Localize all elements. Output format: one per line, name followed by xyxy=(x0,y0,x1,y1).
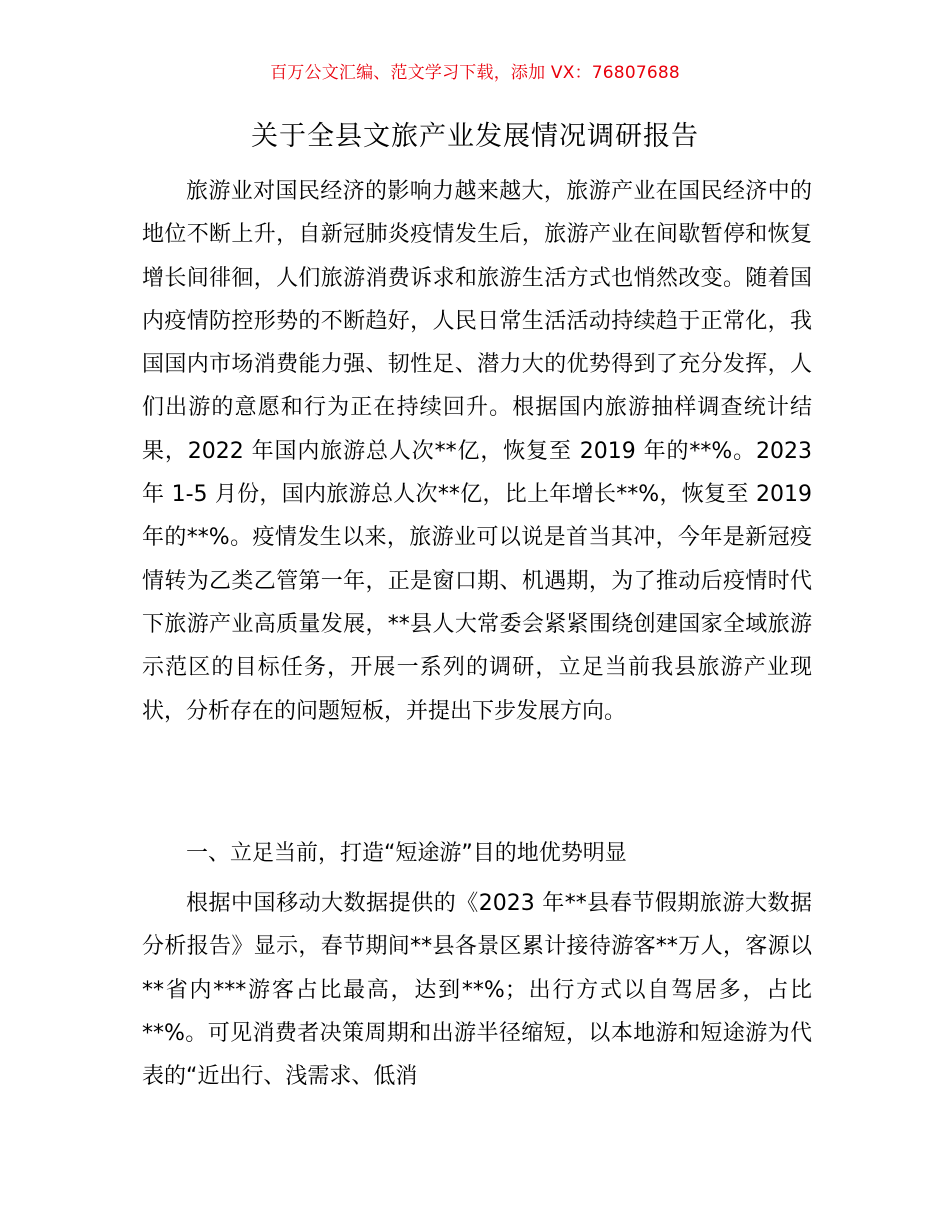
section-heading-text: 一、立足当前，打造“短途游”目的地优势明显 xyxy=(186,841,627,866)
paragraph-text: 根据中国移动大数据提供的《2023 年**县春节假期旅游大数据分析报告》显示，春节期间**县各景区累计接待游客**万人，客源以**省内***游客占比最高，达到**%；出行方式以自驾居多，占比**%。可见消费者决策周期和出游半径缩短，以本地游和短途游为代表的“近出行、浅需求、低消 xyxy=(142,891,812,1090)
document-title: 关于全县文旅产业发展情况调研报告 xyxy=(251,121,699,152)
section-heading-1 xyxy=(142,832,812,875)
header-watermark: 百万公文汇编、范文学习下载，添加 VX：76807688 xyxy=(270,63,680,83)
paragraph-text: 旅游业对国民经济的影响力越来越大，旅游产业在国民经济中的地位不断上升，自新冠肺炎疫情发生后，旅游产业在间歇暂停和恢复增长间徘徊，人们旅游消费诉求和旅游生活方式也悄然改变。随着国内疫情防控形势的不断趋好，人民日常生活活动持续趋于正常化，我国国内市场消费能力强、韧性足、潜力大的优势得到了充分发挥，人们出游的意愿和行为正在持续回升。根据国内旅游抽样调查统计结果，2022 年国内旅游总人次**亿，恢复至 2019 年的**%。2023 年 1-5 月份，国内旅游总人次**亿，比上年增长**%，恢复至 2019 年的**%。疫情发生以来，旅游业可以说是首当其冲，今年是新冠疫情转为乙类乙管第一年，正是窗口期、机遇期，为了推动后疫情时代下旅游产业高质量发展，**县人大常委会紧紧围绕创建国家全域旅游示范区的目标任务，开展一系列的调研，立足当前我县旅游产业现状，分析存在的问题短板，并提出下步发展方向。 xyxy=(142,179,812,724)
paragraph-section-1 xyxy=(142,882,812,1098)
paragraph-intro xyxy=(142,170,812,733)
